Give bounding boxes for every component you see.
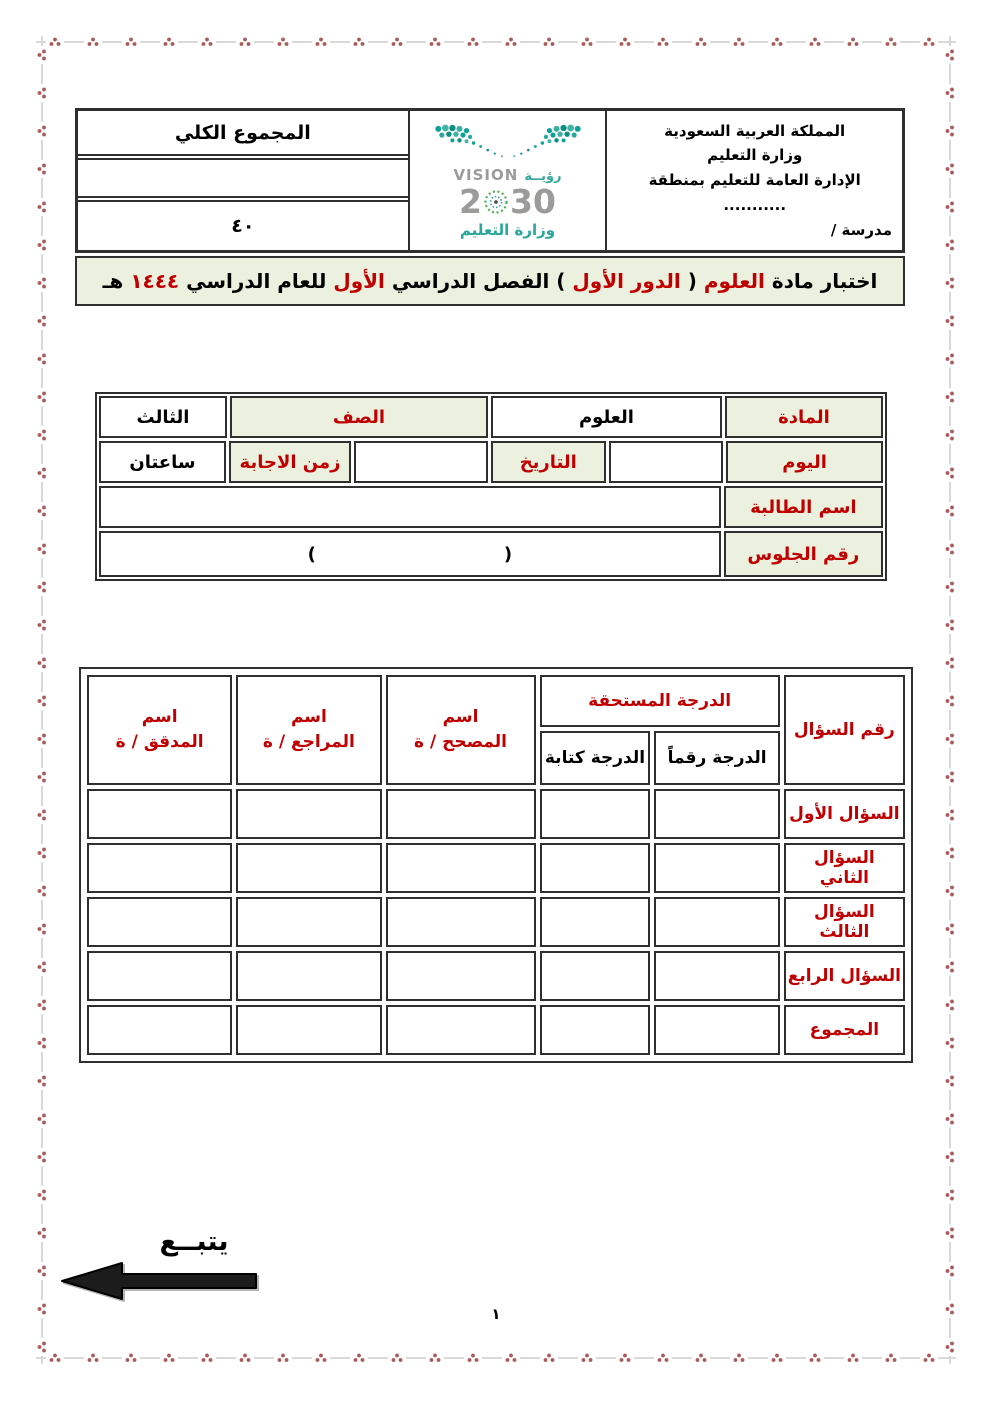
- subject-label: المادة: [725, 396, 883, 438]
- ornamental-border-top: [36, 36, 956, 48]
- reviewer-line1: اسم: [290, 707, 327, 728]
- question3-auditor: [87, 897, 232, 947]
- continue-label: يتبــع: [159, 1226, 229, 1257]
- corrector-line1: اسم: [442, 707, 479, 728]
- banner-round: الدور الأول: [572, 269, 681, 293]
- answer-time-label: زمن الاجابة: [229, 441, 351, 483]
- ministry-line-ministry: وزارة التعليم: [707, 146, 803, 165]
- col-grade-numeric: الدرجة رقماً: [654, 731, 779, 785]
- total-auditor: [87, 1005, 232, 1055]
- question2-corrector: [386, 843, 536, 893]
- total-score-block: [78, 111, 408, 250]
- date-value: [354, 441, 488, 483]
- col-auditor-name: [87, 675, 232, 785]
- info-row-day: [99, 441, 883, 483]
- banner-hijri-year: ١٤٤٤: [130, 269, 180, 293]
- vision-year: [459, 182, 556, 221]
- student-info-table: [95, 392, 887, 581]
- seat-number-label: رقم الجلوس: [724, 531, 883, 577]
- question1-label: السؤال الأول: [784, 789, 905, 839]
- grading-table-wrap: [79, 667, 913, 1063]
- col-question-number: رقم السؤال: [784, 675, 905, 785]
- col-earned-grade: الدرجة المستحقة: [540, 675, 780, 727]
- grading-row-total: [87, 1005, 905, 1055]
- vision-en-label: VISION: [453, 166, 519, 184]
- question1-reviewer: [236, 789, 381, 839]
- student-name-label: اسم الطالبة: [724, 486, 883, 528]
- total-reviewer: [236, 1005, 381, 1055]
- col-corrector-name: [386, 675, 536, 785]
- grading-row-question2: [87, 843, 905, 893]
- vision-2030-logo: [408, 111, 606, 250]
- vision-ar-label: رؤيــة: [524, 169, 562, 184]
- banner-seg2: (: [680, 269, 704, 293]
- exam-title-banner: [75, 256, 905, 306]
- info-row-seat-number: [99, 531, 883, 577]
- total-score-value: ٤٠: [78, 200, 408, 250]
- class-label: الصف: [230, 396, 488, 438]
- total-score-written-field: [78, 158, 408, 198]
- day-value: [609, 441, 724, 483]
- question2-auditor: [87, 843, 232, 893]
- question3-reviewer: [236, 897, 381, 947]
- banner-semester: الأول: [333, 269, 385, 293]
- ministry-line-administration: الإدارة العامة للتعليم بمنطقة ...........: [648, 171, 861, 214]
- col-reviewer-name: [236, 675, 381, 785]
- total-grade-numeric: [654, 1005, 779, 1055]
- year-part2: 30: [510, 182, 556, 221]
- ornamental-border-right: [944, 36, 956, 1364]
- question1-corrector: [386, 789, 536, 839]
- grading-row-question4: [87, 951, 905, 1001]
- grading-row-question3: [87, 897, 905, 947]
- question2-label: السؤال الثاني: [784, 843, 905, 893]
- student-name-value: [99, 486, 721, 528]
- class-value: الثالث: [99, 396, 227, 438]
- question4-reviewer: [236, 951, 381, 1001]
- question1-auditor: [87, 789, 232, 839]
- continue-left-arrow-icon: [58, 1259, 258, 1303]
- banner-seg1: اختبار مادة: [764, 269, 878, 293]
- question2-grade-numeric: [654, 843, 779, 893]
- question4-grade-written: [540, 951, 651, 1001]
- total-grade-written: [540, 1005, 651, 1055]
- total-score-title: المجموع الكلي: [78, 111, 408, 156]
- banner-seg5: هـ: [102, 269, 131, 293]
- info-row-subject: [99, 396, 883, 438]
- grading-row-question1: [87, 789, 905, 839]
- page-number: ١: [491, 1305, 501, 1323]
- question1-grade-written: [540, 789, 651, 839]
- logo-ministry-label: وزارة التعليم: [459, 221, 556, 239]
- continue-block: [58, 1226, 260, 1303]
- auditor-line2: المدقق / ة: [115, 732, 204, 752]
- question4-corrector: [386, 951, 536, 1001]
- question1-grade-numeric: [654, 789, 779, 839]
- ministry-info-block: [605, 111, 902, 250]
- grading-table: [83, 671, 909, 1059]
- vision-2030-dots-icon: [433, 122, 583, 164]
- total-corrector: [386, 1005, 536, 1055]
- ministry-line-kingdom: المملكة العربية السعودية: [664, 121, 846, 140]
- year-part1: 2: [459, 182, 483, 221]
- saudi-emblem-icon: [483, 189, 509, 215]
- ornamental-border-left: [36, 36, 48, 1364]
- date-label: التاريخ: [491, 441, 606, 483]
- ornamental-border-bottom: [36, 1352, 956, 1364]
- question3-corrector: [386, 897, 536, 947]
- question4-auditor: [87, 951, 232, 1001]
- subject-value: العلوم: [491, 396, 722, 438]
- total-row-label: المجموع: [784, 1005, 905, 1055]
- corrector-line2: المصحح / ة: [414, 732, 507, 752]
- reviewer-line2: المراجع / ة: [262, 732, 355, 752]
- question2-reviewer: [236, 843, 381, 893]
- auditor-line1: اسم: [141, 707, 178, 728]
- info-row-student-name: [99, 486, 883, 528]
- question3-grade-written: [540, 897, 651, 947]
- banner-seg4: للعام الدراسي: [179, 269, 334, 293]
- answer-time-value: ساعتان: [99, 441, 226, 483]
- ministry-line-school: مدرسة /: [830, 220, 892, 239]
- seat-number-value: ( ): [99, 531, 721, 577]
- question4-grade-numeric: [654, 951, 779, 1001]
- question4-label: السؤال الرابع: [784, 951, 905, 1001]
- header-table: [75, 108, 905, 253]
- banner-subject: العلوم: [703, 269, 765, 293]
- question2-grade-written: [540, 843, 651, 893]
- question3-label: السؤال الثالث: [784, 897, 905, 947]
- banner-seg3: ) الفصل الدراسي: [384, 269, 573, 293]
- question3-grade-numeric: [654, 897, 779, 947]
- banner-text: [103, 269, 878, 293]
- col-grade-written: الدرجة كتابة: [540, 731, 651, 785]
- day-label: اليوم: [726, 441, 883, 483]
